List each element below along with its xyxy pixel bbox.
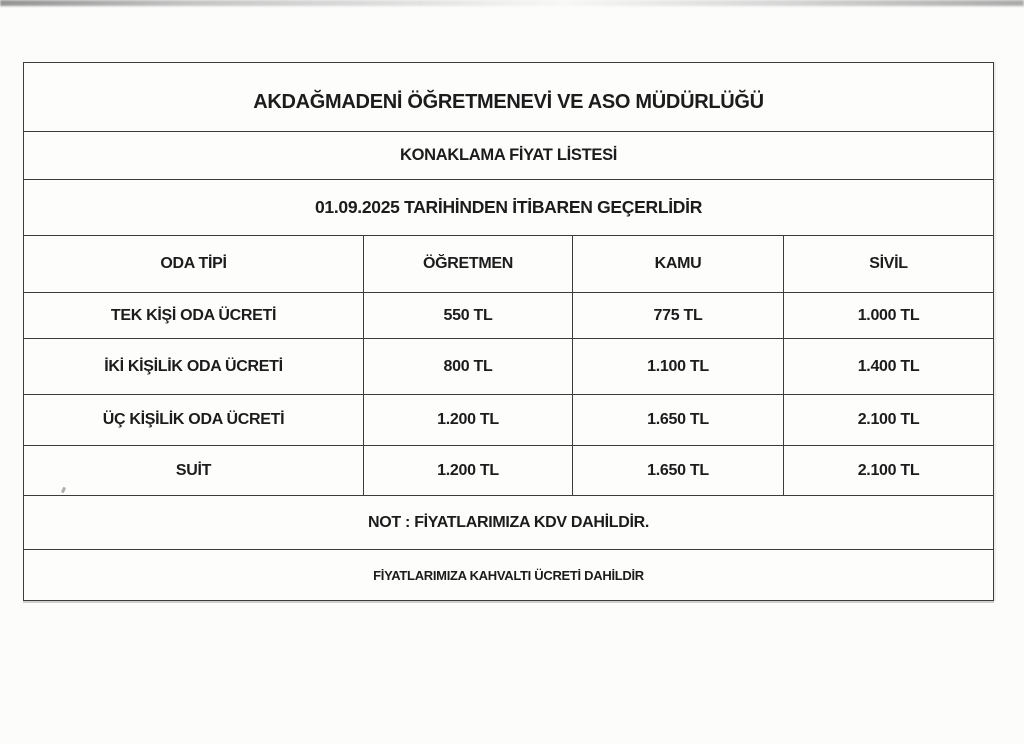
room-type-cell: TEK KİŞİ ODA ÜCRETİ xyxy=(24,293,364,339)
note-breakfast: FİYATLARIMIZA KAHVALTI ÜCRETİ DAHİLDİR xyxy=(24,550,994,601)
column-header-row xyxy=(24,236,994,293)
table-row-suite xyxy=(24,446,994,496)
room-type-cell: ÜÇ KİŞİLİK ODA ÜCRETİ xyxy=(24,395,364,446)
room-type-cell: İKİ KİŞİLİK ODA ÜCRETİ xyxy=(24,339,364,395)
table-row-single xyxy=(24,293,994,339)
price-cell: 1.200 TL xyxy=(364,395,573,446)
column-header-kamu: KAMU xyxy=(573,236,784,293)
room-type-cell: SUİT xyxy=(24,446,364,496)
document-title: AKDAĞMADENİ ÖĞRETMENEVİ VE ASO MÜDÜRLÜĞÜ xyxy=(24,63,994,132)
price-cell: 1.400 TL xyxy=(784,339,994,395)
table-row-triple xyxy=(24,395,994,446)
validity-row xyxy=(24,180,994,236)
document-subtitle: KONAKLAMA FİYAT LİSTESİ xyxy=(24,132,994,180)
validity-date: 01.09.2025 TARİHİNDEN İTİBAREN GEÇERLİDİR xyxy=(24,180,994,236)
column-header-ogretmen: ÖĞRETMEN xyxy=(364,236,573,293)
price-cell: 1.000 TL xyxy=(784,293,994,339)
price-cell: 2.100 TL xyxy=(784,446,994,496)
scan-artifact-top-edge xyxy=(0,0,1024,6)
price-cell: 775 TL xyxy=(573,293,784,339)
price-table xyxy=(23,62,994,601)
price-cell: 550 TL xyxy=(364,293,573,339)
price-cell: 1.650 TL xyxy=(573,395,784,446)
price-cell: 1.100 TL xyxy=(573,339,784,395)
title-row xyxy=(24,63,994,132)
table-row-double xyxy=(24,339,994,395)
note-row-breakfast xyxy=(24,550,994,601)
price-cell: 1.200 TL xyxy=(364,446,573,496)
note-row-kdv xyxy=(24,496,994,550)
price-cell: 800 TL xyxy=(364,339,573,395)
price-cell: 1.650 TL xyxy=(573,446,784,496)
column-header-sivil: SİVİL xyxy=(784,236,994,293)
subtitle-row xyxy=(24,132,994,180)
column-header-oda-tipi: ODA TİPİ xyxy=(24,236,364,293)
price-cell: 2.100 TL xyxy=(784,395,994,446)
note-kdv: NOT : FİYATLARIMIZA KDV DAHİLDİR. xyxy=(24,496,994,550)
